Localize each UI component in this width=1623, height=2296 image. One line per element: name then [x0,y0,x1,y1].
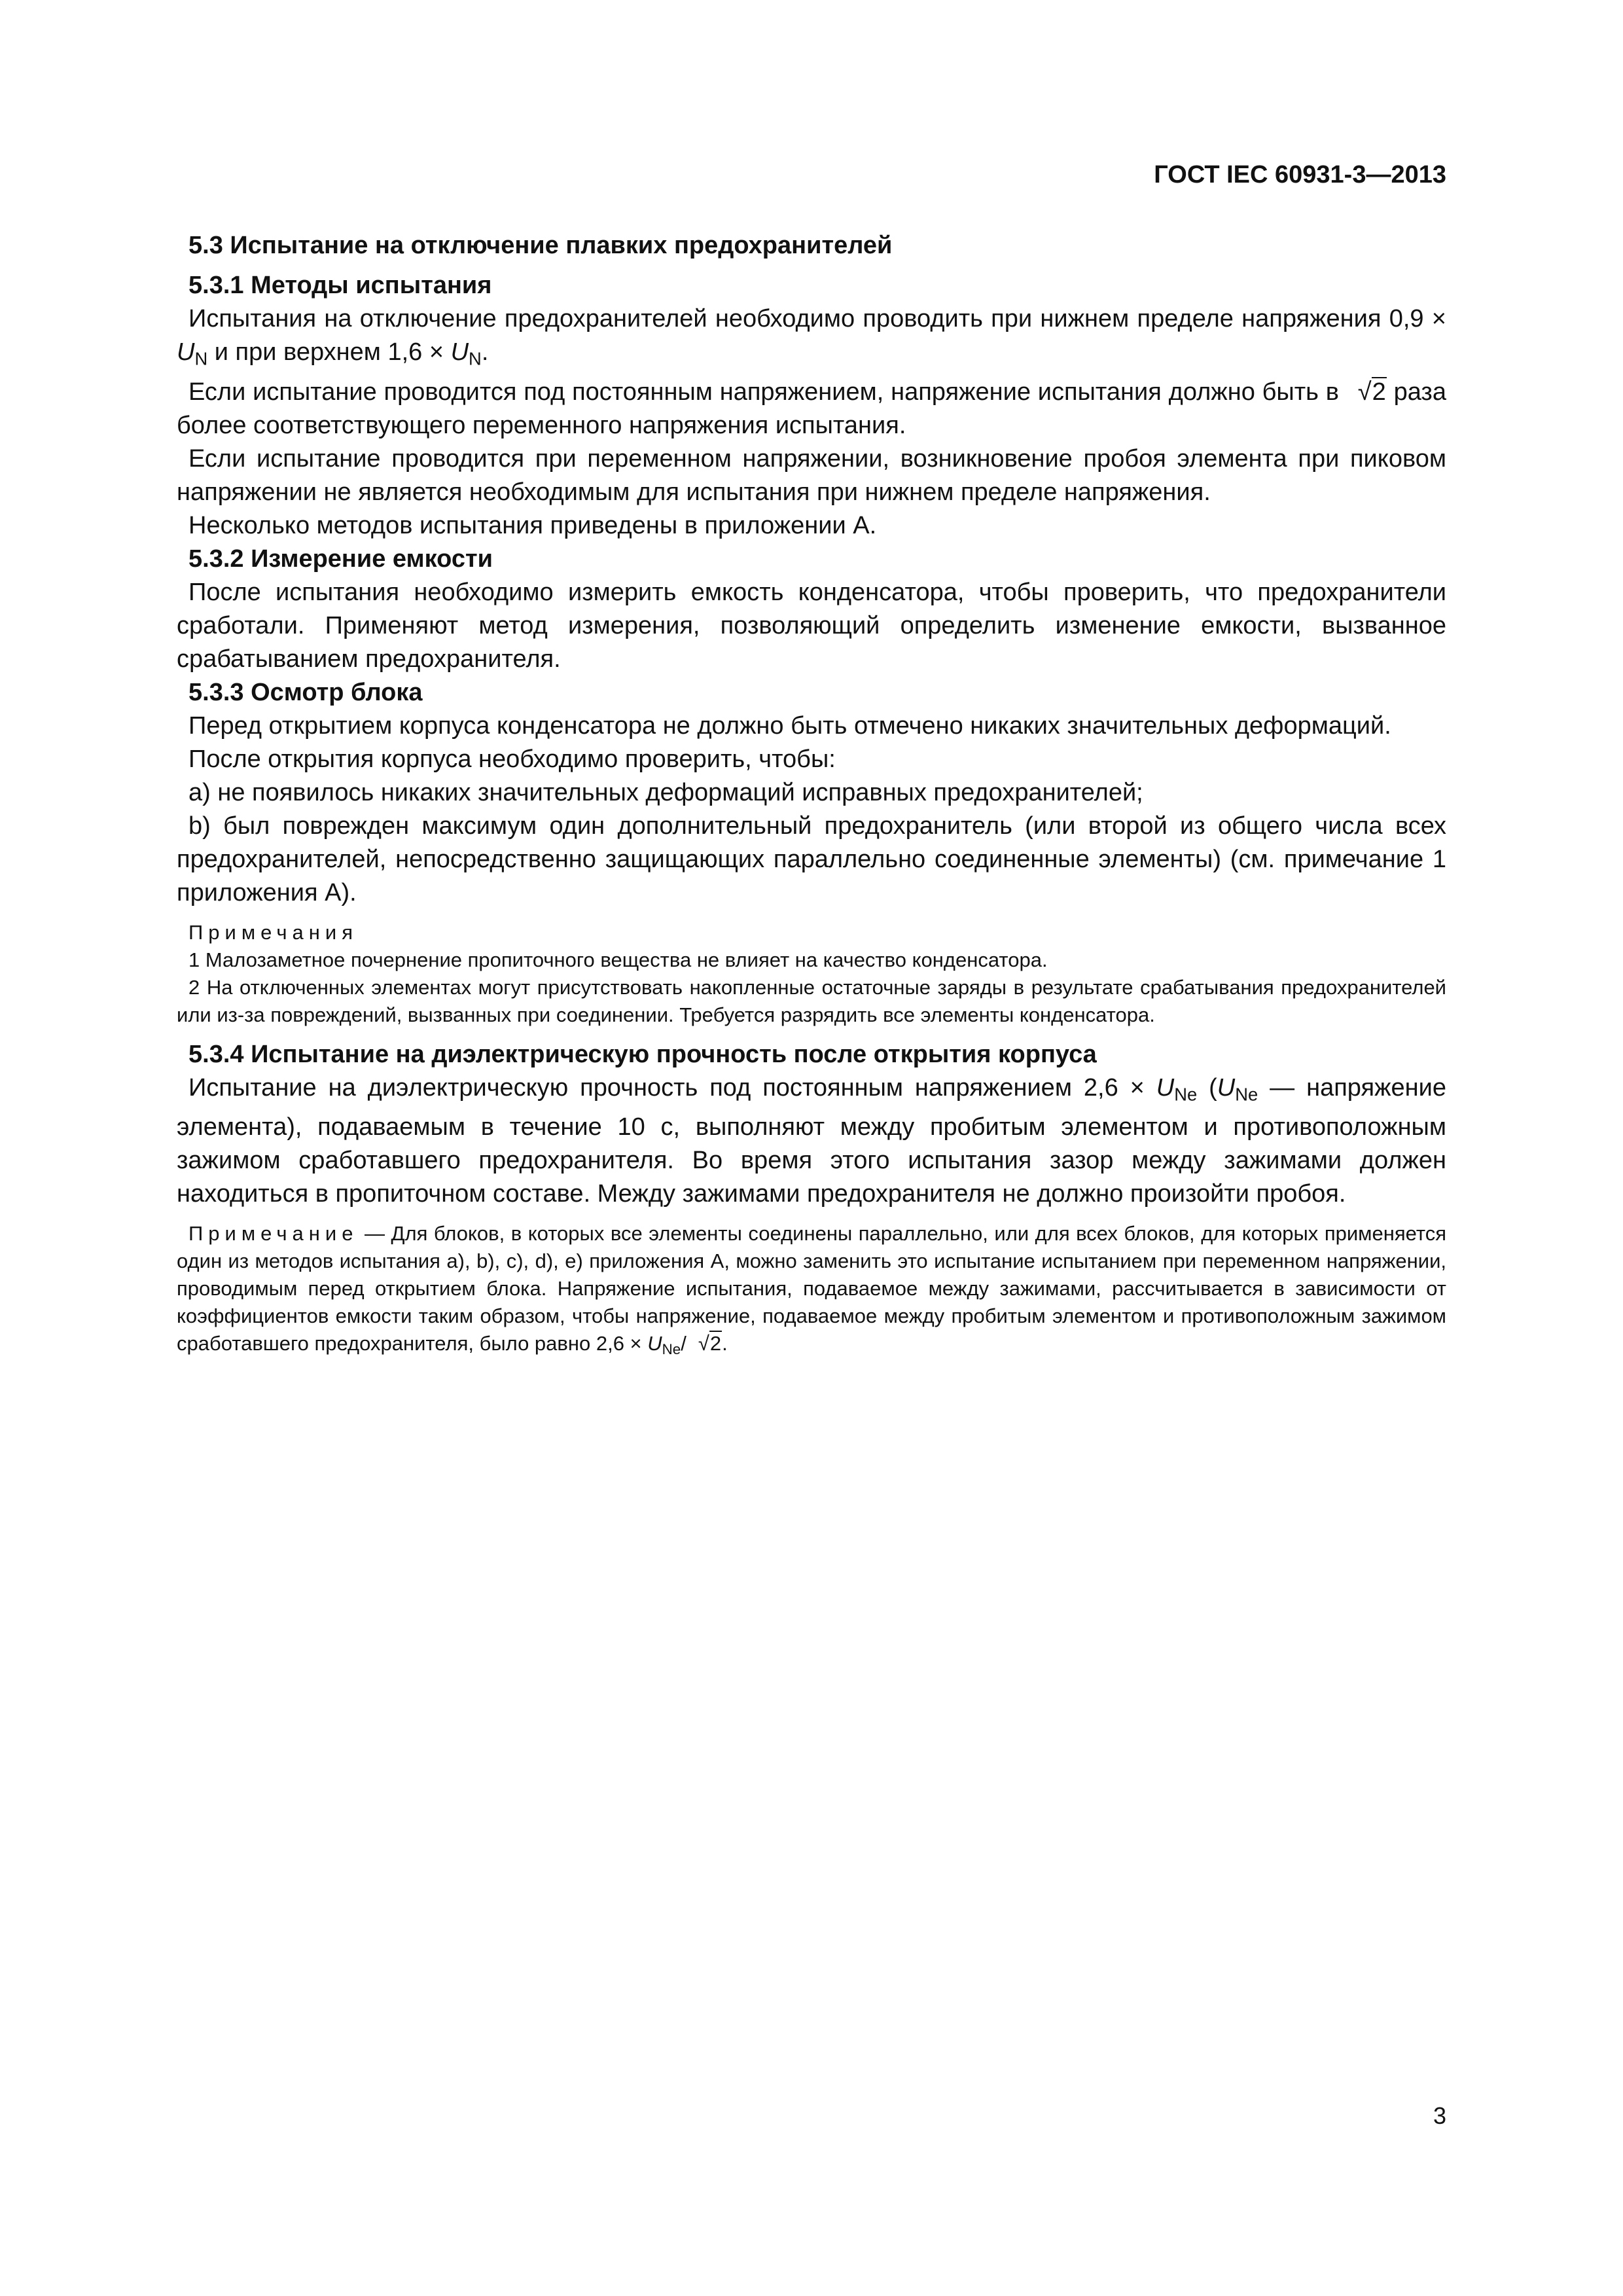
paragraph-methods-ref: Несколько методов испытания приведены в приложении А. [188,511,877,539]
list-item-a: a) не появилось никаких значительных деформаций исправных предохранителей; [188,778,1143,806]
paragraph-ac-test: Если испытание проводится при переменном напряжении, возникновение пробоя элемента при пиковом напряжении не является необходимым для испытания при нижнем пределе напряжения. [177,444,1446,506]
section-heading-5-3: 5.3 Испытание на отключение плавких предохранителей [188,232,893,259]
note-block-5-3-4 [177,1220,1446,1363]
document-id-header: ГОСТ IEC 60931-3—2013 [1154,161,1446,188]
paragraph-inspection: Перед открытием корпуса конденсатора не должно быть отмечено никаких значительных деформаций. [188,711,1391,740]
section-heading-5-3-3: 5.3.3 Осмотр блока [188,678,423,706]
paragraph-dc-test: Если испытание проводится под постоянным напряжением, напряжение испытания должно быть в √2 раза более соответствующего переменного напряжения испытания. [177,376,1446,442]
paragraph-capacitance: После испытания необходимо измерить емкость конденсатора, чтобы проверить, что предохранители сработали. Применяют метод измерения, позволяющий определить изменение емкости, вызванное срабатыванием предохранителя. [177,578,1446,673]
paragraph-voltage-limits: Испытания на отключение предохранителей необходимо проводить при нижнем пределе напряжения $0,9 \times U_N$ и при верхнем $1,6 \times U_N$. [177,305,1446,369]
page-number: 3 [1433,2102,1446,2129]
paragraph-dielectric-test: Испытание на диэлектрическую прочность под постоянным напряжением $2,6 \times U_{Ne}$ ($U_{Ne}$ — напряжение элемента), подаваемым в течение 10 с, выполняют между пробитым элементом и противоположным зажимом сработавшего предохранителя. Во время этого испытания зазор между зажимами должен находиться в пропиточном составе. Между зажимами предохранителя не должно произойти пробоя. [177,1073,1446,1208]
notes-title: Примечания [188,920,358,944]
section-heading-5-3-1: 5.3.1 Методы испытания [188,272,492,299]
section-heading-5-3-4: 5.3.4 Испытание на диэлектрическую прочность после открытия корпуса [188,1040,1097,1068]
sqrt-symbol: √2 [1357,378,1386,406]
sqrt-symbol: √2 [698,1332,722,1355]
note-label: Примечание [188,1222,359,1246]
list-item-b: b) был поврежден максимум один дополнительный предохранитель (или второй из общего числа всех предохранителей, непосредственно защищающих параллельно соединенные элементы) (см. примечание 1 приложения А). [177,812,1446,906]
note-1: 1 Малозаметное почернение пропиточного вещества не влияет на качество конденсатора. [188,948,1048,971]
notes-block [177,919,1446,1029]
paragraph-inspection-check: После открытия корпуса необходимо проверить, чтобы: [188,745,836,773]
note-dielectric: Примечание — Для блоков, в которых все элементы соединены параллельно, или для всех блоков, для которых применяется один из методов испытания а), b), с), d), е) приложения А, можно заменить это испытание испытанием при переменном напряжении, проводимым перед открытием блока. Напряжение испытания, подаваемое между зажимами, рассчитывается в зависимости от коэффициентов емкости таким образом, чтобы напряжение, подаваемое между пробитым элементом и противоположным зажимом сработавшего предохранителя, было равно $2,6 \times U_{Ne}/$ √2. [177,1222,1446,1358]
note-2: 2 На отключенных элементах могут присутствовать накопленные остаточные заряды в результате срабатывания предохранителей или из-за повреждений, вызванных при соединении. Требуется разрядить все элементы конденсатора. [177,975,1446,1026]
document-body [177,229,1446,1373]
section-heading-5-3-2: 5.3.2 Измерение емкости [188,545,493,573]
